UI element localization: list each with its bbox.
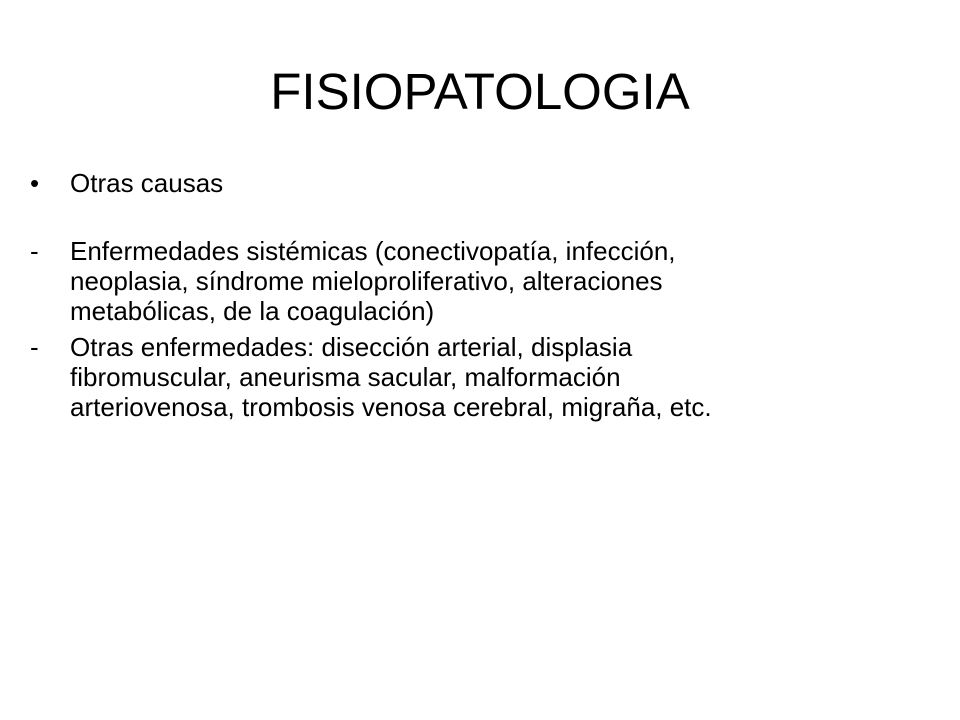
list-item-line: metabólicas, de la coagulación) xyxy=(70,296,435,326)
dash-marker: - xyxy=(30,332,39,362)
list-item-line: Enfermedades sistémicas (conectivopatía, infección, xyxy=(70,236,676,266)
slide-content xyxy=(30,168,910,428)
list-item-line: Otras enfermedades: disección arterial, displasia xyxy=(70,332,633,362)
list-item-other-diseases xyxy=(30,332,910,422)
list-item-line: neoplasia, síndrome mieloproliferativo, alteraciones xyxy=(70,266,663,296)
bullet-text: Otras causas xyxy=(70,168,224,198)
list-item-systemic-diseases xyxy=(30,236,910,326)
slide-title: FISIOPATOLOGIA xyxy=(270,63,690,120)
list-item-line: arteriovenosa, trombosis venosa cerebral, migraña, etc. xyxy=(70,392,712,422)
dash-marker: - xyxy=(30,236,39,266)
list-item-line: fibromuscular, aneurisma sacular, malformación xyxy=(70,362,621,392)
bullet-item xyxy=(30,168,910,198)
bullet-marker: • xyxy=(30,168,40,198)
